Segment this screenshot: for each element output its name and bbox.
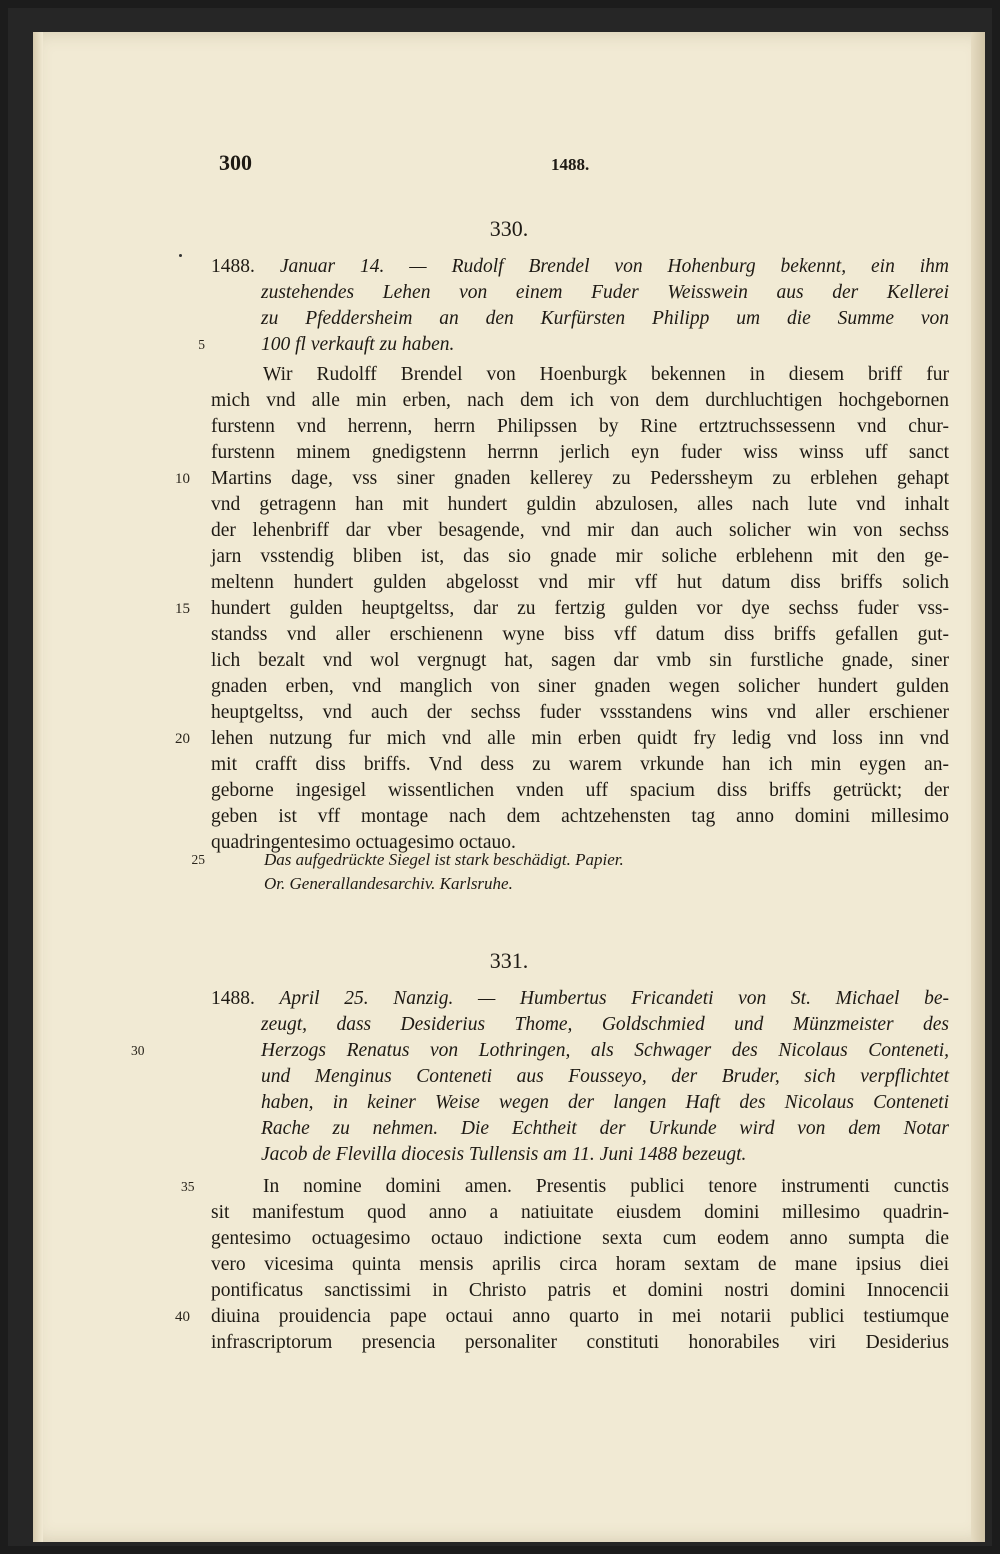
text-line: heuptgeltss, vnd auch der sechss fuder vssstandens wins vnd aller erschiener bbox=[211, 702, 949, 723]
doc-331-number: 331. bbox=[489, 948, 529, 973]
text-line: Wir Rudolff Brendel von Hoenburgk bekennen in diesem briff fur bbox=[263, 364, 949, 385]
regest-date: 1488. bbox=[211, 256, 280, 277]
doc-330-regest bbox=[198, 254, 950, 358]
regest-line: Jacob de Flevilla diocesis Tullensis am 11. Juni 1488 bezeugt. bbox=[261, 1144, 747, 1165]
doc-330-text bbox=[175, 362, 949, 856]
regest-line: und Menginus Conteneti aus Fousseyo, der Bruder, sich verpflichtet bbox=[261, 1066, 949, 1087]
page-binding-edge bbox=[33, 32, 43, 1542]
doc-331-regest bbox=[131, 986, 949, 1168]
regest-line: 5 100 fl verkauft zu haben. bbox=[211, 332, 949, 358]
doc-330-number: 330. bbox=[489, 216, 529, 241]
running-title: 1488. bbox=[551, 155, 590, 174]
page-number: 300 bbox=[219, 150, 252, 175]
text-line: sit manifestum quod anno a natiuitate eiusdem domini millesimo quadrin- bbox=[211, 1202, 949, 1223]
text-line: meltenn hundert gulden abgelosst vnd mir vff hut datum diss briffs solich bbox=[211, 572, 949, 593]
line-number: 40 bbox=[175, 1309, 190, 1325]
book-page bbox=[33, 32, 985, 1542]
text-line: furstenn vnd herrenn, herrn Philipssen by Rine ertztruchssessenn vnd chur- bbox=[211, 416, 949, 437]
text-line: vnd getragenn han mit hundert guldin abzulosen, alles nach lute vnd inhalt bbox=[211, 494, 949, 515]
text-line: quadringentesimo octuagesimo octauo. bbox=[211, 832, 516, 853]
text-line: standss vnd aller erschienenn wyne biss vff datum diss briffs gefallen gut- bbox=[211, 624, 949, 645]
text-line: 40 diuina prouidencia pape octaui anno quarto in mei notarii publici testiumque bbox=[211, 1304, 949, 1330]
page-fore-edge bbox=[971, 32, 985, 1542]
text-line: gnaden erben, vnd manglich von siner gnaden wegen solicher hundert gulden bbox=[211, 676, 949, 697]
paper-speck bbox=[179, 254, 182, 257]
text-line: geborne ingesigel wissentlichen vnden uff spacium diss briffs getrückt; der bbox=[211, 780, 949, 801]
regest-line: 30 Herzogs Renatus von Lothringen, als Schwager des Nicolaus Conteneti, bbox=[211, 1038, 949, 1064]
text-line: infrascriptorum presencia personaliter constituti honorabiles viri Desiderius bbox=[211, 1332, 949, 1353]
text-line: jarn vsstendig bliben ist, das sio gnade mir soliche erblehenn mit den ge- bbox=[211, 546, 949, 567]
line-number: 35 bbox=[181, 1179, 195, 1194]
text-line: 20 lehen nutzung fur mich vnd alle min erben quidt fry ledig vnd loss inn vnd bbox=[211, 726, 949, 752]
line-number: 25 bbox=[191, 852, 205, 867]
text-line: geben ist vff montage nach dem achtzehensten tag anno domini millesimo bbox=[211, 806, 949, 827]
regest-line: zu Pfeddersheim an den Kurfürsten Philipp um die Summe von bbox=[261, 308, 949, 329]
text-line: mich vnd alle min erben, nach dem ich von dem durchluchtigen hochgebornen bbox=[211, 390, 949, 411]
text-line: pontificatus sanctissimi in Christo patris et domini nostri domini Innocencii bbox=[211, 1280, 949, 1301]
regest-line: zeugt, dass Desiderius Thome, Goldschmied und Münzmeister des bbox=[261, 1014, 949, 1035]
line-number: 20 bbox=[175, 731, 190, 747]
text-line: 35 In nomine domini amen. Presentis publici tenore instrumenti cunctis bbox=[211, 1174, 949, 1200]
line-number: 5 bbox=[198, 337, 205, 352]
regest-line: haben, in keiner Weise wegen der langen Haft des Nicolaus Conteneti bbox=[261, 1092, 949, 1113]
line-number: 15 bbox=[175, 601, 190, 617]
regest-line: zustehendes Lehen von einem Fuder Weisswein aus der Kellerei bbox=[261, 282, 949, 303]
text-line: lich bezalt vnd wol vergnugt hat, sagen dar vmb sin furstliche gnade, siner bbox=[211, 650, 949, 671]
regest-date: 1488. bbox=[211, 988, 280, 1009]
text-line: 15 hundert gulden heuptgeltss, dar zu fertzig gulden vor dye sechss fuder vss- bbox=[211, 596, 949, 622]
running-head bbox=[33, 150, 985, 180]
line-number: 10 bbox=[175, 471, 190, 487]
text-line: vero vicesima quinta mensis aprilis circa horam sextam de mane ipsius diei bbox=[211, 1254, 949, 1275]
regest-line: 1488. April 25. Nanzig. — Humbertus Fricandeti von St. Michael be- bbox=[211, 988, 949, 1009]
text-line: 10 Martins dage, vss siner gnaden kellerey zu Pederssheym zu erblehen gehapt bbox=[211, 466, 949, 492]
regest-line: Rache zu nehmen. Die Echtheit der Urkunde wird von dem Notar bbox=[261, 1118, 949, 1139]
doc-330-note bbox=[191, 848, 949, 896]
text-line: gentesimo octuagesimo octauo indictione sexta cum eodem anno sumpta die bbox=[211, 1228, 949, 1249]
regest-line: 1488. Januar 14. — Rudolf Brendel von Hohenburg bekennt, ein ihm bbox=[211, 256, 950, 277]
note-line: 25 Das aufgedrückte Siegel ist stark beschädigt. Papier. bbox=[211, 848, 949, 872]
text-line: mit crafft diss briffs. Vnd dess zu warem vrkunde han ich min eygen an- bbox=[211, 754, 949, 775]
text-line: furstenn minem gnedigstenn herrnn jerlich eyn fuder wiss winss uff sanct bbox=[211, 442, 949, 463]
note-line: Or. Generallandesarchiv. Karlsruhe. bbox=[264, 874, 513, 893]
text-line: der lehenbriff dar vber besagende, vnd mir dan auch solicher win von sechss bbox=[211, 520, 949, 541]
doc-331-text bbox=[175, 1174, 949, 1356]
line-number: 30 bbox=[131, 1043, 145, 1058]
